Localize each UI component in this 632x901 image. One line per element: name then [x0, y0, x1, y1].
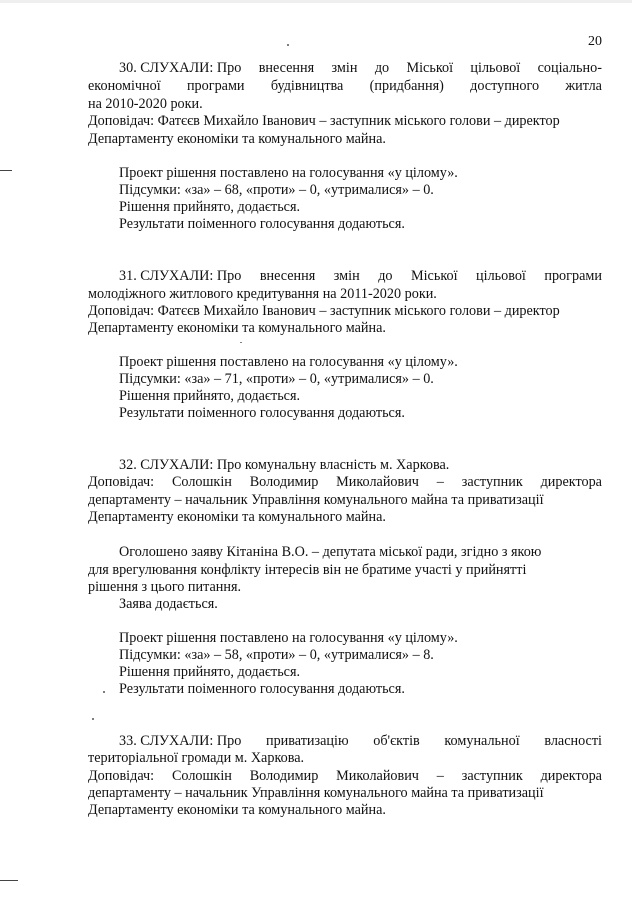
item-32-reporter-line2: департаменту – начальник Управління комунального майна та приватизації: [88, 492, 544, 508]
item-32-statement: Оголошено заяву Кітаніна В.О. – депутата міської ради, згідно з якою: [119, 544, 542, 560]
scan-speck: [287, 44, 289, 46]
item-30-results: Підсумки: «за» – 68, «проти» – 0, «утрималися» – 0.: [119, 182, 434, 198]
scan-speck: [240, 342, 242, 343]
item-33-heading: 33. СЛУХАЛИ: Про приватизацію об'єктів комунальної власності: [119, 733, 602, 749]
item-30-heading: 30. СЛУХАЛИ: Про внесення змін до Міської цільової соціально-: [119, 60, 602, 76]
item-31-reporter-line2: Департаменту економіки та комунального майна.: [88, 320, 386, 336]
item-31-roll-call: Результати поіменного голосування додаються.: [119, 405, 405, 421]
item-32-reporter-line3: Департаменту економіки та комунального майна.: [88, 509, 386, 525]
item-30-decision: Рішення прийнято, додається.: [119, 199, 301, 215]
scan-top-edge: [0, 0, 632, 3]
item-31-results: Підсумки: «за» – 71, «проти» – 0, «утрималися» – 0.: [119, 371, 434, 387]
item-33-reporter: Доповідач: Солошкін Володимир Миколайович – заступник директора: [88, 768, 602, 784]
item-31-reporter: Доповідач: Фатєєв Михайло Іванович – заступник міського голови – директор: [88, 303, 560, 319]
item-30-heading-line2: економічної програми будівництва (придбання) доступного житла: [88, 78, 602, 94]
scan-speck: [103, 691, 105, 693]
item-32-statement-line2: для врегулювання конфлікту інтересів він не братиме участі у прийнятті: [88, 562, 527, 578]
scan-speck: [92, 718, 94, 720]
item-31-heading: 31. СЛУХАЛИ: Про внесення змін до Міської цільової програми: [119, 268, 602, 284]
item-30-reporter-line2: Департаменту економіки та комунального майна.: [88, 131, 386, 147]
item-33-heading-line2: територіальної громади м. Харкова.: [88, 750, 305, 766]
item-30-roll-call: Результати поіменного голосування додаються.: [119, 216, 405, 232]
item-31-vote: Проект рішення поставлено на голосування «у цілому».: [119, 354, 458, 370]
item-32-decision: Рішення прийнято, додається.: [119, 664, 301, 680]
item-30-vote: Проект рішення поставлено на голосування «у цілому».: [119, 165, 458, 181]
scan-edge-mark: [0, 880, 18, 881]
item-32-statement-line3: рішення з цього питання.: [88, 579, 242, 595]
item-33-reporter-line2: департаменту – начальник Управління комунального майна та приватизації: [88, 785, 544, 801]
item-32-statement-attached: Заява додається.: [119, 596, 218, 612]
item-33-reporter-line3: Департаменту економіки та комунального майна.: [88, 802, 386, 818]
item-32-roll-call: Результати поіменного голосування додаються.: [119, 681, 405, 697]
page-number: 20: [588, 34, 602, 49]
item-30-heading-line3: на 2010-2020 роки.: [88, 96, 203, 112]
scan-edge-mark: [0, 170, 12, 171]
item-31-decision: Рішення прийнято, додається.: [119, 388, 301, 404]
item-31-heading-line2: молодіжного житлового кредитування на 2011-2020 роки.: [88, 286, 437, 302]
item-32-heading: 32. СЛУХАЛИ: Про комунальну власність м. Харкова.: [119, 457, 450, 473]
item-32-vote: Проект рішення поставлено на голосування «у цілому».: [119, 630, 458, 646]
item-32-reporter: Доповідач: Солошкін Володимир Миколайович – заступник директора: [88, 474, 602, 490]
item-30-reporter: Доповідач: Фатєєв Михайло Іванович – заступник міського голови – директор: [88, 113, 560, 129]
item-32-results: Підсумки: «за» – 58, «проти» – 0, «утрималися» – 8.: [119, 647, 434, 663]
